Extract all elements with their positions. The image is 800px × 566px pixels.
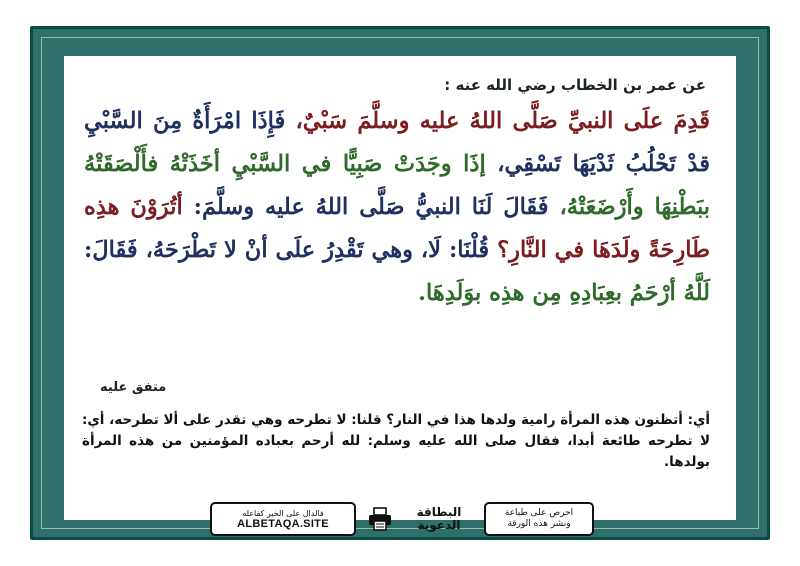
- hadith-segment: قُلْنَا: لَا، وهي تَقْدِرُ علَى أنْ لا تَطْرَحَهُ،: [137, 237, 490, 263]
- print-note-box: [484, 502, 594, 536]
- hadith-segment: فَقَالَ لَنَا النبيُّ صَلَّى اللهُ عليه وسلَّمَ:: [182, 194, 549, 220]
- explanation-text: أي: أتظنون هذه المرأة رامية ولدها هذا في النار؟ قلنا: لا تطرحه وهي تقدر على ألا تطرحه، أي: لا تطرحه طائعة أبدا، فقال صلى الله عليه وسلم: لله أرحم بعباده المؤمنين من هذه المرأة بولدها.: [82, 412, 710, 470]
- hadith-text: [84, 100, 710, 315]
- site-link[interactable]: ALBETAQA.SITE: [237, 517, 329, 530]
- hadith-segment: إذَا وجَدَتْ صَبِيًّا في السَّبْيِ أخَذَتْهُ فأَلْصَقَتْهُ ببَطْنِهَا وأَرْضَعَتْهُ،: [84, 151, 711, 220]
- hadith-segment: فَإِذَا امْرَأَةٌ مِنَ السَّبْيِ قدْ تَحْلُبُ ثَدْيَهَا تَسْقِي،: [84, 108, 710, 177]
- hadith-source: متفق عليه: [100, 380, 167, 395]
- hadith-segment: لَلَّهُ أرْحَمُ بعِبَادِهِ مِن هذِه بوَلَدِهَا.: [418, 280, 710, 306]
- site-box[interactable]: [210, 502, 356, 536]
- logo-word: البطاقة: [416, 505, 462, 519]
- brand-logo: [404, 501, 474, 537]
- print-note-line: احرص على طباعة: [504, 508, 574, 518]
- printer-icon: [366, 505, 394, 533]
- hadith-segment: قَدِمَ علَى النبيِّ صَلَّى اللهُ عليه وسلَّمَ سَبْيٌ،: [285, 108, 711, 134]
- footer-bar: [210, 500, 594, 538]
- hadith-segment: فَقَالَ:: [84, 237, 138, 263]
- print-note-line: ونشر هذه الورقة: [507, 519, 571, 529]
- content-card: [64, 56, 736, 520]
- narrator-line: عن عمر بن الخطاب رضي الله عنه :: [444, 76, 706, 94]
- logo-word: الدعوية: [417, 518, 461, 532]
- footer-tagline: فالدال على الخير كفاعله: [242, 508, 324, 518]
- hadith-segment: أتُرَوْنَ هذِه طَارِحَةً ولَدَهَا في النَّارِ؟: [84, 194, 710, 263]
